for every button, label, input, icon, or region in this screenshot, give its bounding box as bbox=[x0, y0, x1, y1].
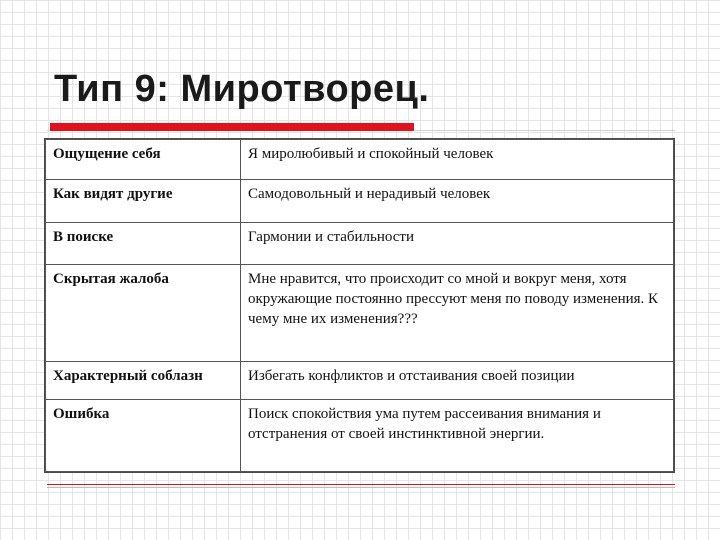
row-value: Мне нравится, что происходит со мной и вокруг меня, хотя окружающие постоянно прессуют меня по поводу изменения. К чему мне их изменения??? bbox=[241, 265, 674, 362]
row-label: Характерный соблазн bbox=[46, 362, 241, 400]
row-label: Скрытая жалоба bbox=[46, 265, 241, 362]
profile-table bbox=[44, 138, 675, 473]
title-accent-bar bbox=[50, 123, 414, 131]
row-label: Ощущение себя bbox=[46, 140, 241, 180]
table-row bbox=[46, 180, 674, 223]
table-row bbox=[46, 223, 674, 265]
row-label: Как видят другие bbox=[46, 180, 241, 223]
slide-title: Тип 9: Миротворец. bbox=[54, 68, 430, 110]
table-row bbox=[46, 140, 674, 180]
row-value: Поиск спокойствия ума путем рассеивания внимания и отстранения от своей инстинктивной энергии. bbox=[241, 400, 674, 472]
table-row bbox=[46, 400, 674, 472]
row-label: Ошибка bbox=[46, 400, 241, 472]
row-value: Избегать конфликтов и отстаивания своей позиции bbox=[241, 362, 674, 400]
table-row bbox=[46, 265, 674, 362]
row-value: Самодовольный и нерадивый человек bbox=[241, 180, 674, 223]
footer-divider-red bbox=[47, 484, 675, 485]
row-value: Гармонии и стабильности bbox=[241, 223, 674, 265]
row-value: Я миролюбивый и спокойный человек bbox=[241, 140, 674, 180]
footer-divider-grey bbox=[47, 487, 675, 488]
table-row bbox=[46, 362, 674, 400]
row-label: В поиске bbox=[46, 223, 241, 265]
